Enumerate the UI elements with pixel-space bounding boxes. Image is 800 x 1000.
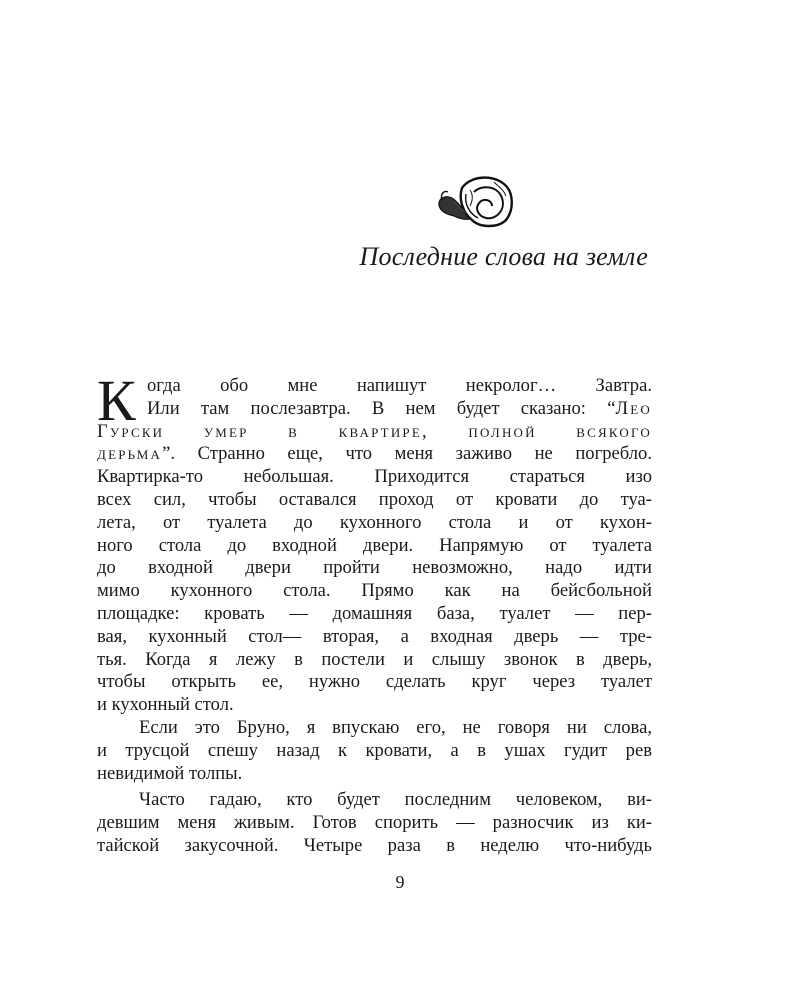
text-line: Квартирка-то небольшая. Приходится стараться изо [97, 466, 652, 488]
text-line: площадке: кровать — домашняя база, туалет — пер- [97, 602, 652, 624]
text-line: Или там послезавтра. В нем будет сказано: “Лео [147, 397, 652, 419]
smallcaps-text: Лео [615, 397, 652, 419]
page-number: 9 [395, 872, 405, 892]
text-line: огда обо мне напишут некролог… Завтра. [147, 375, 652, 396]
text-line: чтобы открыть ее, нужно сделать круг через туалет [97, 671, 652, 693]
text-line: Если это Бруно, я впускаю его, не говоря ни слова, [139, 716, 652, 738]
text-line: мимо кухонного стола. Прямо как на бейсбольной [97, 580, 652, 602]
drop-cap: К [97, 368, 136, 433]
text-line: вая, кухонный стол— вторая, а входная дверь — тре- [97, 625, 652, 647]
text-line: до входной двери пройти невозможно, надо идти [97, 557, 652, 579]
text-line: Часто гадаю, кто будет последним человеком, ви- [139, 789, 652, 811]
text-line: ного стола до входной двери. Напрямую от туалета [97, 534, 652, 556]
text-line: дерьма”. Странно еще, что меня заживо не погребло. [97, 443, 652, 465]
text-line: тья. Когда я лежу в постели и слышу звонок в дверь, [97, 648, 652, 670]
snail-shell-icon [434, 170, 518, 232]
text-line: девшим меня живым. Готов спорить — разносчик из ки- [97, 812, 652, 834]
text-line: и кухонный стол. [97, 694, 234, 716]
smallcaps-text: дерьма [97, 443, 163, 465]
body-text [97, 368, 652, 858]
text-line: Гурски умер в квартире, полной всякого [97, 420, 652, 442]
text-line: всех сил, чтобы оставался проход от кровати до туа- [97, 488, 652, 510]
text-line: лета, от туалета до кухонного стола и от кухон- [97, 511, 652, 533]
text-line: и трусцой спешу назад к кровати, а в ушах гудит рев [97, 739, 652, 761]
chapter-title: Последние слова на земле [359, 242, 648, 271]
text-line: невидимой толпы. [97, 762, 243, 784]
text-line: тайской закусочной. Четыре раза в неделю что-нибудь [97, 834, 652, 856]
